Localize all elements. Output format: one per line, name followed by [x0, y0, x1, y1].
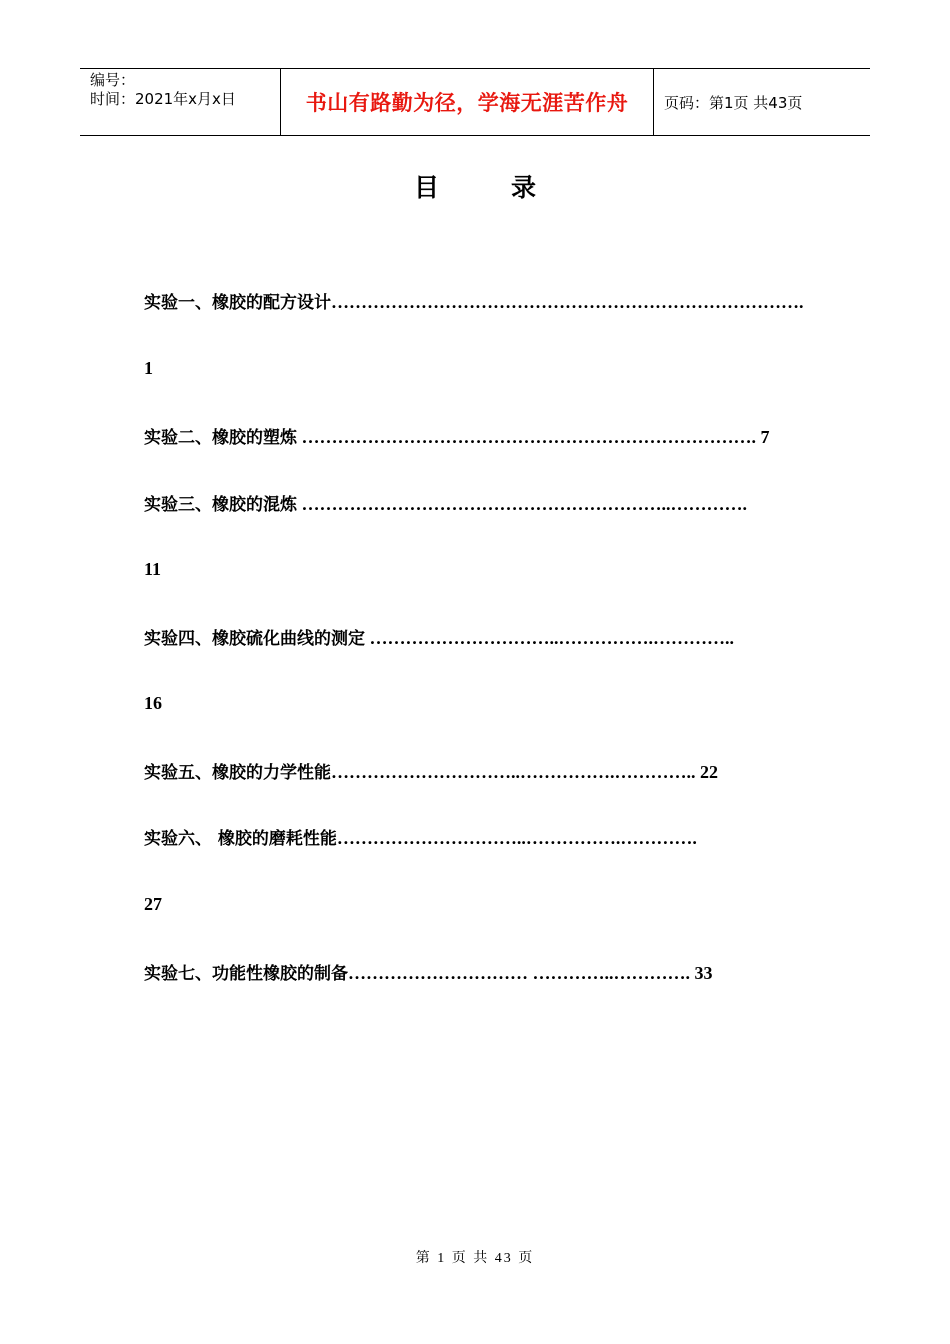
number-label: 编号：: [90, 71, 136, 89]
toc-entry-page: 16: [144, 693, 162, 713]
toc-entry-leader: ………………………… …………..………….: [348, 963, 695, 983]
toc-entry-3[interactable]: [144, 490, 747, 515]
toc-entry-leader: …………………………..…………….…………..: [331, 762, 700, 782]
toc-entry-7[interactable]: [144, 959, 713, 984]
toc-entry-page: 33: [694, 963, 713, 983]
toc-entry-leader: …………………………………………………………………….: [331, 292, 804, 312]
toc-entry-page: 7: [760, 427, 770, 447]
toc-entry-leader: …………………………..…………….………….: [336, 828, 697, 848]
header-left-cell: [80, 69, 281, 135]
toc-entry-title: 实验二、橡胶的塑炼: [144, 428, 297, 448]
page-title: [0, 168, 950, 204]
toc-entry-1[interactable]: [144, 288, 804, 313]
toc-entry-title: 实验一、橡胶的配方设计: [144, 293, 331, 313]
page-footer: 第 1 页 共 43 页: [415, 1251, 535, 1266]
toc-entry-leader: ………………………………………………………………….: [297, 427, 761, 447]
toc-entry-title: 实验七、功能性橡胶的制备: [144, 964, 348, 984]
toc-entry-leader: ……………………………………………………..………….: [297, 494, 747, 514]
page-info: 页码：第1页 共43页: [664, 93, 803, 112]
motto: 书山有路勤为径，学海无涯苦作舟: [281, 69, 654, 135]
toc-entry-page: 11: [144, 559, 162, 579]
header-table: [80, 68, 870, 136]
toc-entry-5[interactable]: [144, 758, 718, 783]
toc-entry-4[interactable]: [144, 624, 734, 649]
toc-entry-title: 实验四、橡胶硫化曲线的测定: [144, 629, 365, 649]
toc-entry-title: 实验六、 橡胶的磨耗性能: [144, 829, 337, 849]
toc-entry-page: 22: [700, 762, 718, 782]
toc-entry-title: 实验五、橡胶的力学性能: [144, 763, 331, 783]
toc-entry-6[interactable]: [144, 824, 697, 849]
toc-entry-2[interactable]: [144, 423, 770, 448]
title-char-2: 录: [511, 173, 537, 202]
title-char-1: 目: [413, 173, 439, 202]
toc-entry-page: 27: [144, 894, 162, 914]
time-label: 时间：2021年x月x日: [90, 90, 236, 108]
toc-entry-title: 实验三、橡胶的混炼: [144, 495, 297, 515]
toc-entry-leader: …………………………..…………….…………..: [365, 628, 734, 648]
toc-entry-page: 1: [144, 358, 153, 378]
